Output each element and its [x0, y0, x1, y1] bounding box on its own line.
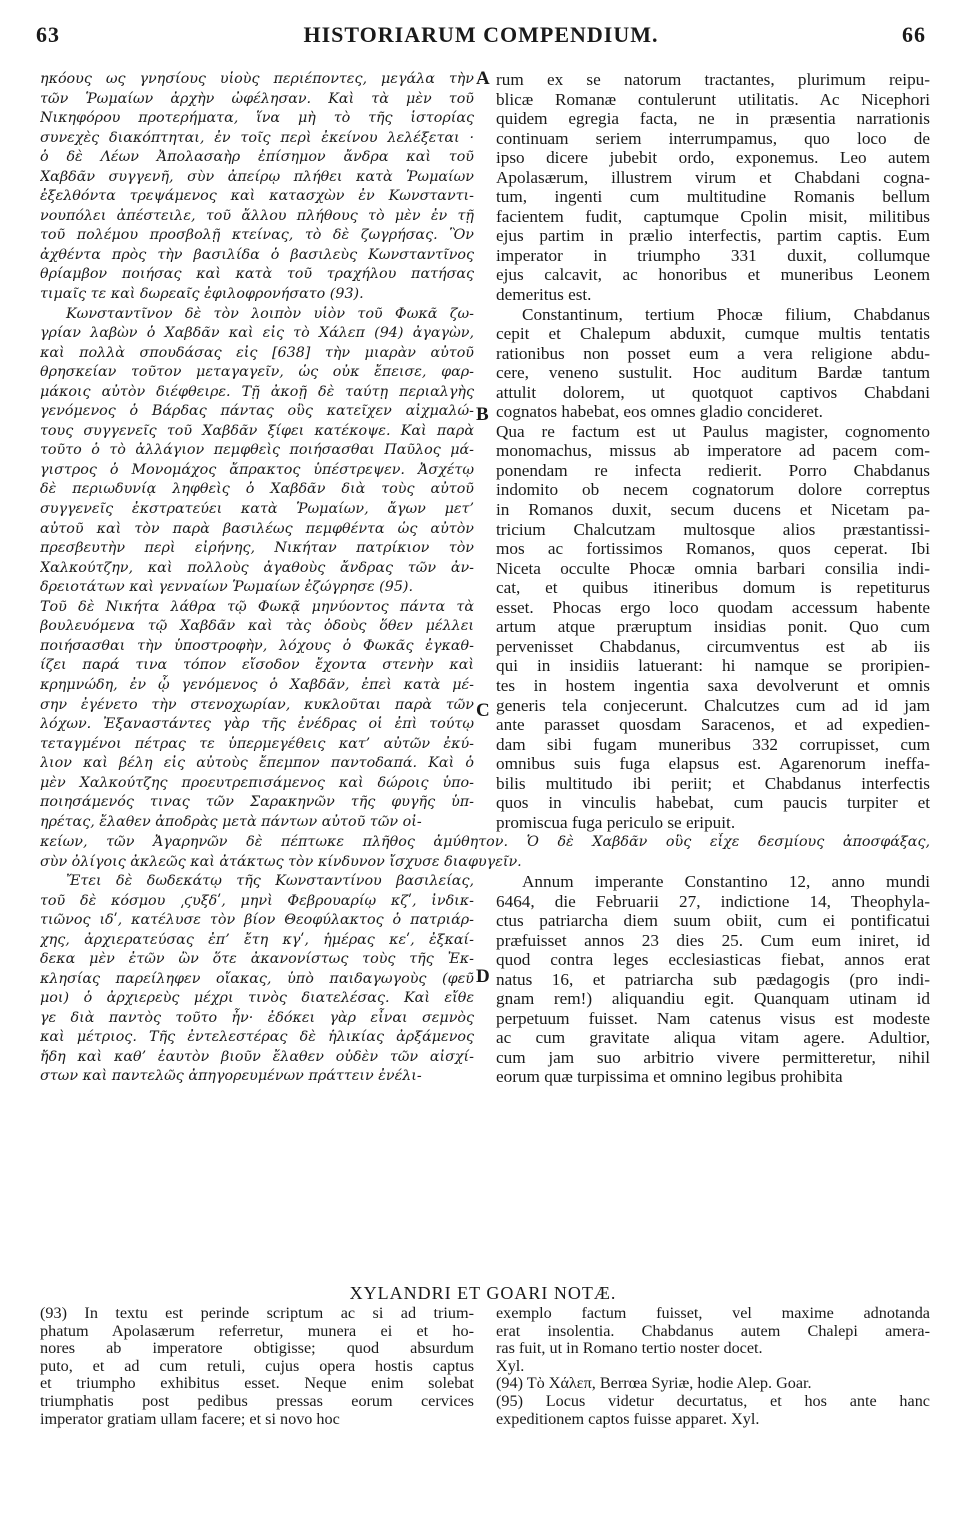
text-line: cognatos habebat, eos omnes gladio concideret. — [496, 402, 823, 422]
text-line: indomito ob necem cognatorum dolore correptus — [496, 480, 930, 500]
text-line: δὲ περιωδυνίᾳ ληφθεὶς ὁ Χαβδᾶν διὰ τοὺς αὐτοῦ — [40, 481, 474, 498]
text-line: demeritus est. — [496, 285, 592, 305]
text-line: cepit et Chalepum abduxit, cumque multis tentatis — [496, 324, 930, 344]
text-line: et triumpho exhibitus esset. Neque enim solebat — [40, 1374, 474, 1393]
text-line: blicæ Romanæ contulerunt utilitatis. Ac Nicephori — [496, 89, 930, 109]
text-line: dam sibi fugam muneribus 332 corrupisset, cum — [496, 734, 930, 754]
text-line: νουπόλει ἀπέστειλε, τοῦ ἄλλου πλήθους τὸ μὲν ἐν τῇ — [40, 207, 474, 224]
text-line: στων καὶ παντελῶς ἀπηγορευμένων πράττειν ἐνέλι- — [40, 1068, 422, 1085]
text-line: ejus calcavit, ac honoribus et muneribus Leonem — [496, 265, 930, 285]
text-line: σην ἐγένετο τὴν στενοχωρίαν, κυκλοῦται παρὰ τῶν — [40, 696, 474, 713]
text-line: δεκα μὲν ἐτῶν ὢν ὅτε ἀκανονίστως τοὺς τῆς Ἐκ- — [40, 951, 474, 968]
margin-letter-d: D — [476, 966, 490, 987]
text-line: præfuisset annos 23 dies 25. Cum eum iniret, id — [496, 930, 930, 950]
text-line: ac cum gravitate aliqua vitam agere. Adultior, — [496, 1028, 930, 1048]
text-line: γρίαν λαβὼν ὁ Χαβδᾶν καὶ εἰς τὸ Χάλεπ (94) ἀγαγὼν, — [40, 325, 474, 342]
text-line: ποιήσασθαι τὴν ὑποστροφὴν, λόχους ὁ Φωκᾶς ἐγκαθ- — [40, 637, 474, 654]
text-line: Annum imperante Constantino 12, anno mundi — [522, 872, 930, 891]
text-line: Ἔτει δὲ δωδεκάτῳ τῆς Κωνσταντίνου βασιλείας, — [66, 873, 474, 889]
text-line: Apolasærum, illustrem virum et Chabdani cogna- — [496, 167, 930, 187]
text-line: 6464, die Februarii 27, indictione 14, Theophyla- — [496, 891, 930, 911]
text-line: attulit dolorem, ut quotquot captivos Chabdani — [496, 382, 930, 402]
notes-column-right — [496, 1305, 930, 1435]
text-line: βουλευόμενα τῷ Χαβδᾶν καὶ τὰς ὁδοὺς ὅθεν μέλλει — [40, 618, 474, 635]
text-line: (95) Locus videtur decurtatus, et hos ante hanc — [496, 1391, 930, 1410]
text-line: θρίαμβον ποιήσας καὶ κατὰ τοῦ τραχήλου πατήσας — [40, 266, 474, 283]
text-line: rum ex se natorum tractantes, plurimum reipu- — [496, 70, 930, 89]
text-line: omnibus suis fuga elapsus est. Agarenorum ineffa- — [496, 754, 930, 774]
text-line: nores ab imperatore obtigisse; quod absurdum — [40, 1339, 474, 1358]
margin-letter-c: C — [476, 700, 490, 721]
text-line: μὲν Χαλκούτζης προευτρεπισάμενος καὶ δώροις ὑπο- — [40, 774, 474, 791]
text-line: μοι) ὁ ἀρχιερεὺς μέχρι τινὸς διατελέσας. Καὶ εἴθε — [40, 990, 474, 1007]
text-line: Niceta occulte Phocæ omnia barbari consilia indi- — [496, 558, 930, 578]
text-line: ipso dicere jubebit ordo, exponemus. Leo autem — [496, 148, 930, 168]
text-line: Κωνσταντῖνον δὲ τὸν λοιπὸν υἱὸν τοῦ Φωκᾶ ζω- — [66, 305, 474, 322]
text-line: eorum quæ turpissima et omnino legibus prohibita — [496, 1067, 843, 1087]
text-line: monomachus, missus ab imperatore ad pacem com- — [496, 441, 930, 461]
text-line: in Romanos duxit, secum ducens et Nicetam pa- — [496, 500, 930, 520]
text-line: generis tela conjecerunt. Chalcutzes cum ad id jam — [496, 695, 930, 715]
text-line: πρεσβευτὴν περὶ εἰρήνης, Νικήταν πατρίκιον τὸν — [40, 540, 474, 557]
text-line: qui in insidiis latuerant: hi namque se proripien- — [496, 656, 930, 676]
text-line: facientem fudit, captumque Cpolin misit, militibus — [496, 206, 930, 226]
margin-letter-b: B — [476, 404, 489, 425]
page-number-right: 66 — [902, 22, 926, 47]
text-line: ponendam re infecta redierit. Porro Chabdanus — [496, 460, 930, 480]
text-line: ejus partim in prælio interfectis, partim captis. Eum — [496, 226, 930, 246]
text-line: perpetuum fuisset. Nam catenus visus est modeste — [496, 1008, 930, 1028]
text-line: erat insolentia. Chabdanus autem Chalepi amera- — [496, 1321, 930, 1340]
text-line: σὺν ὀλίγοις ἀκλεῶς καὶ ἀτάκτως τὸν κίνδυνον ἴσχυσε διαφυγεῖν. — [40, 853, 522, 870]
text-line: ante parasset quosdam Saracenos, et ad expedien- — [496, 715, 930, 735]
text-line: exemplo factum fuisset, vel maxime adnotanda — [496, 1305, 930, 1322]
margin-letter-a: A — [476, 68, 490, 89]
text-line: quidem egregia facta, ne in præsentia narrationis — [496, 109, 930, 129]
text-line: Χαβδᾶν συγγενῆ, σὺν ἀπείρῳ πλήθει κατὰ Ῥωμαίων — [40, 168, 474, 185]
text-line: natus 16, et patriarcha sub pædagogis (pro indi- — [496, 969, 930, 989]
text-line: ἐξελθόντα τρεψάμενος καὶ κατασχὼν ἐν Κωνσταντι- — [40, 188, 474, 205]
text-line: γιστρος ὁ Μονομάχος ἄπρακτος ὑπέστρεψεν. Ἀσχέτῳ — [40, 461, 474, 478]
text-line: artum atque præruptum insidias ponit. Quo cum — [496, 617, 930, 637]
text-line: Χαλκούτζην, καὶ πολλοὺς ἀγαθοὺς ἄνδρας τῶν ἀν- — [40, 559, 474, 576]
text-line: rationibus non posset eum a vera religione abdu- — [496, 343, 930, 363]
greek-spanning-lines — [40, 833, 930, 873]
text-line: τῶν Ῥωμαίων ἀρχὴν ὠφέλησαν. Καὶ τὰ μὲν τοῦ — [40, 90, 474, 107]
greek-column-bottom — [40, 872, 474, 1092]
text-line: αὐτοῦ καὶ τὸν παρὰ βασιλέως πεμφθέντα ὡς αὐτὸν — [40, 520, 474, 537]
text-line: tum, ingenti cum multitudine Romanis bellum — [496, 187, 930, 207]
text-line: καὶ μέτριος. Τῆς ἐντελεστέρας δὲ ἡλικίας ἀρξάμενος — [40, 1029, 474, 1046]
text-line: tricium Chalcutzam multosque alios præstantissi- — [496, 519, 930, 539]
text-line: Νικηφόρου προτερήματα, ἵνα μὴ τὸ τῆς ἱστορίας — [40, 110, 474, 127]
notes-title: XYLANDRI ET GOARI NOTÆ. — [349, 1283, 617, 1303]
text-line: gnam rem!) aliquandiu egit. Quanquam utinam id — [496, 989, 930, 1009]
text-line: κρημνώδη, ἐν ᾧ γενόμενος ὁ Χαβδᾶν, ἐπεὶ κατὰ μέ- — [40, 676, 474, 693]
text-line: λόχων. Ἐξαναστάντες γὰρ τῆς ἐνέδρας οἱ ἐπὶ τούτῳ — [40, 716, 474, 733]
text-line: κλησίας παρείληφεν οἴακας, ὑπὸ παιδαγωγοὺς (φεῦ — [40, 970, 474, 987]
text-line: pervenisset Chabdanus, circumventus est ab iis — [496, 636, 930, 656]
text-line: τοῦ δὲ κόσμου ͵ϛυξδʹ, μηνὶ Φεβρουαρίῳ κζʹ, ἰνδικ- — [40, 892, 474, 909]
text-line: quos in vinculis habebat, cum paucis turpiter et — [496, 793, 930, 813]
text-line: ηκόους ως γνησίους υἱοὺς περιέποντες, μεγάλα τὴν — [40, 71, 474, 87]
text-line: τιμαῖς τε καὶ δωρεαῖς ἐφιλοφρονήσατο (93). — [40, 286, 364, 303]
text-line: κείων, τῶν Ἀγαρηνῶν δὲ πέπτωκε πλῆθος ἀμύθητον. Ὁ δὲ Χαβδᾶν οὓς εἶχε δεσμίους ἀποσφάξας, — [40, 834, 930, 850]
latin-column-top — [496, 70, 930, 850]
text-line: συνεχὲς διακόπτηται, ἐν τοῖς περὶ ἐκείνου λελέξεται · — [40, 129, 474, 146]
text-line: ras fuit, ut in Romano tertio noster docet. — [496, 1339, 763, 1358]
text-line: esset. Phocas ergo loco quodam accessum habente — [496, 597, 930, 617]
text-line: λιον καὶ βέλη εἰς αὐτοὺς ἔπεμπον παντοδαπά. Καὶ ὁ — [40, 755, 474, 772]
text-line: τοῦ πολέμου προσβολῇ κτείνας, τὸ δὲ ζωγρήσας. Ὃν — [40, 227, 474, 244]
text-line: bilis multitudo ibi periit; et Chabdanus interfectis — [496, 773, 930, 793]
text-line: mos ac fortissimos Romanos, quos ceperat. Ibi — [496, 539, 930, 559]
greek-column-top — [40, 70, 474, 850]
text-line: cere, veneno sustulit. Hoc auditum Bardæ tantum — [496, 363, 930, 383]
text-line: continuam seriem interrumpamus, quo loco de — [496, 128, 930, 148]
text-line: puto, et ad cum retuli, cujus opera hostis captus — [40, 1356, 474, 1375]
text-line: θρησκείαν τοῦτον μεταγαγεῖν, ὡς οὐκ ἔπεισε, φαρ- — [40, 364, 474, 381]
text-line: expeditionem captos fuisse apparet. Xyl. — [496, 1409, 760, 1428]
page-title: HISTORIARUM COMPENDIUM. — [303, 22, 659, 47]
text-line: ὁ δὲ Λέων Ἀπολασαὴρ ἐπίσημον ἄνδρα καὶ τοῦ — [40, 149, 474, 166]
running-header — [36, 22, 926, 52]
text-line: χης, ἀρχιερατεύσας ἐπ’ ἔτη κγʹ, ἡμέρας κεʹ, ἐξκαί- — [40, 931, 474, 948]
text-line: τιῶνος ιδʹ, κατέλυσε τὸν βίον Θεοφύλακτος ὁ πατριάρ- — [40, 912, 474, 929]
text-line: δρειοτάτων καὶ γενναίων Ῥωμαίων ἐζώγρησε (95). — [40, 579, 414, 596]
text-line: Τοῦ δὲ Νικήτα λάθρα τῷ Φωκᾷ μηνύοντος πάντα τὰ — [40, 598, 474, 615]
text-line: Constantinum, tertium Phocæ filium, Chabdanus — [522, 304, 930, 324]
text-line: (94) Τὸ Χάλεπ, Berrœa Syriæ, hodie Alep. Goar. — [496, 1374, 812, 1393]
text-line: (93) In textu est perinde scriptum ac si ad trium- — [40, 1305, 474, 1322]
text-line: cat, et quibus itineribus domum is repetiturus — [496, 578, 930, 598]
text-line: καὶ πολλὰ σπουδάσας εἰς [638] τὴν μιαρὰν αὐτοῦ — [40, 344, 474, 361]
text-line: Xyl. — [496, 1356, 525, 1375]
text-line: συγγενεῖς ἐκστρατεύει κατὰ Ῥωμαίων, ἄγων μετ’ — [40, 501, 474, 518]
text-line: quod contra leges ecclesiasticas fiebat, annos erat — [496, 950, 930, 970]
text-line: ηρέτας, ἔλαθεν ἀποδρὰς μετὰ πάντων αὐτοῦ τῶν οἰ- — [40, 813, 422, 830]
latin-column-bottom — [496, 872, 930, 1092]
text-line: τους συγγενεῖς τοῦ Χαβδᾶν ξίφει κατέκοψε. Καὶ παρὰ — [40, 422, 474, 439]
text-line: imperator in triumpho 331 duxit, collumque — [496, 245, 930, 265]
text-line: τεταγμένοι πέτρας τε ὑπερμεγέθεις κατ’ αὐτῶν ἐκύ- — [40, 735, 474, 752]
text-line: γε διὰ παντὸς τοῦτο ἦν· ἐδόκει γὰρ εἶναι σεμνὸς — [40, 1009, 474, 1026]
notes-column-left — [40, 1305, 474, 1435]
text-line: promiscua fuga periculo se eripuit. — [496, 812, 736, 832]
text-line: Qua re factum est ut Paulus magister, cognomento — [496, 421, 930, 441]
text-line: τοῦτο ὁ τὸ ἀλλάγιον πεμφθεὶς ποιήσασθαι Παῦλος μά- — [40, 442, 474, 459]
text-line: triumphatis post pedibus pressas eorum cervices — [40, 1391, 474, 1410]
text-line: γενόμενος ὁ Βάρδας πάντας οὓς κατεῖχεν αἰχμαλώ- — [40, 403, 474, 420]
text-line: ἤδη καὶ καθ’ ἑαυτὸν βιοῦν ἔλαθεν οὐδὲν τῶν αἰσχί- — [40, 1048, 474, 1065]
text-line: ctus patriarcha diem suum obiit, cum ei pontificatui — [496, 911, 930, 931]
page-number-left: 63 — [36, 22, 60, 47]
text-line: ποιησάμενός τινας τῶν Σαρακηνῶν τῆς φυγῆς ὑπ- — [40, 794, 474, 811]
text-line: imperator gratiam ullam facere; et si novo hoc — [40, 1409, 340, 1428]
text-line: ίζει παρά τινα τόπον εἴσοδον ἔχοντα στενὴν καὶ — [40, 657, 474, 674]
text-line: cum jam suo arbitrio vivere permitteretur, nihil — [496, 1047, 930, 1067]
text-line: ἀχθέντα πρὸς τὴν βασιλίδα ὁ βασιλεὺς Κωνσταντῖνος — [40, 246, 474, 263]
text-line: tes in hostem ingentia saxa devolverunt et omnis — [496, 675, 930, 695]
text-line: μάκοις αὐτὸν διέφθειρε. Τῇ ἀκοῇ δὲ ταύτῃ περιαλγὴς — [40, 383, 474, 400]
text-line: phatum Apolasærum referretur, munera ei et ho- — [40, 1321, 474, 1340]
